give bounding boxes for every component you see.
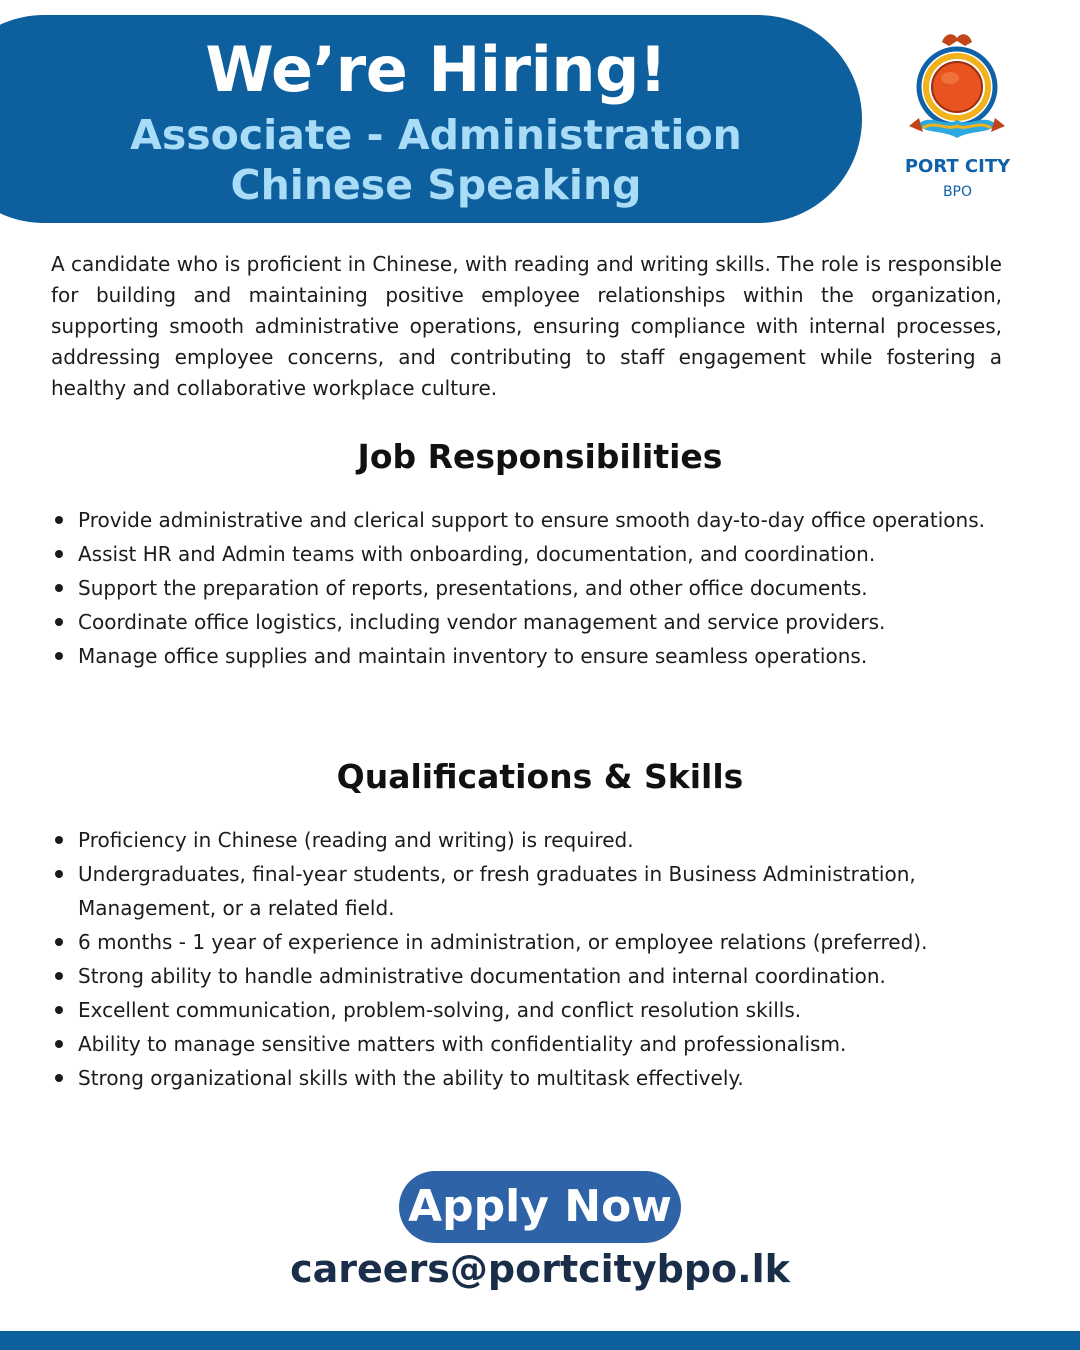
qualifications-heading: Qualifications & Skills [336, 757, 744, 796]
page-title: We’re Hiring! [205, 33, 667, 106]
apply-now-button[interactable]: Apply Now [399, 1171, 681, 1243]
list-item: Strong organizational skills with the ability to multitask effectively. [50, 1061, 1010, 1095]
list-item: Proficiency in Chinese (reading and writing) is required. [50, 823, 1010, 857]
logo-subtext: BPO [942, 184, 973, 200]
list-item: Coordinate office logistics, including vendor management and service providers. [50, 605, 1010, 639]
port-city-emblem-icon [895, 30, 1020, 150]
list-item: Undergraduates, final-year students, or fresh graduates in Business Administration, Management, or a related field. [50, 857, 1010, 925]
careers-email-link[interactable]: careers@portcitybpo.lk [290, 1247, 790, 1291]
intro-paragraph: A candidate who is proficient in Chinese, with reading and writing skills. The role is responsible for building and maintaining positive employee relationships within the organization, supporting smooth administrative operations, ensuring compliance with internal processes, addressing employee concerns, and contributing to staff engagement while fostering a healthy and collaborative workplace culture. [51, 252, 1002, 400]
list-item: Provide administrative and clerical support to ensure smooth day-to-day office operations. [50, 503, 1010, 537]
list-item: Assist HR and Admin teams with onboarding, documentation, and coordination. [50, 537, 1010, 571]
list-item: Ability to manage sensitive matters with confidentiality and professionalism. [50, 1027, 1010, 1061]
list-item: Support the preparation of reports, presentations, and other office documents. [50, 571, 1010, 605]
list-item: Manage office supplies and maintain inventory to ensure seamless operations. [50, 639, 1010, 673]
list-item: Excellent communication, problem-solving, and conflict resolution skills. [50, 993, 1010, 1027]
footer-bar [0, 1331, 1080, 1350]
responsibilities-heading: Job Responsibilities [357, 437, 723, 476]
list-item: 6 months - 1 year of experience in administration, or employee relations (preferred). [50, 925, 1010, 959]
qualifications-list [50, 823, 1010, 1095]
responsibilities-list [50, 503, 1010, 673]
logo-name: PORT CITY [904, 156, 1011, 177]
list-item: Strong ability to handle administrative documentation and internal coordination. [50, 959, 1010, 993]
job-language: Chinese Speaking [230, 161, 642, 209]
company-logo [895, 30, 1020, 205]
job-title: Associate - Administration [130, 111, 742, 159]
